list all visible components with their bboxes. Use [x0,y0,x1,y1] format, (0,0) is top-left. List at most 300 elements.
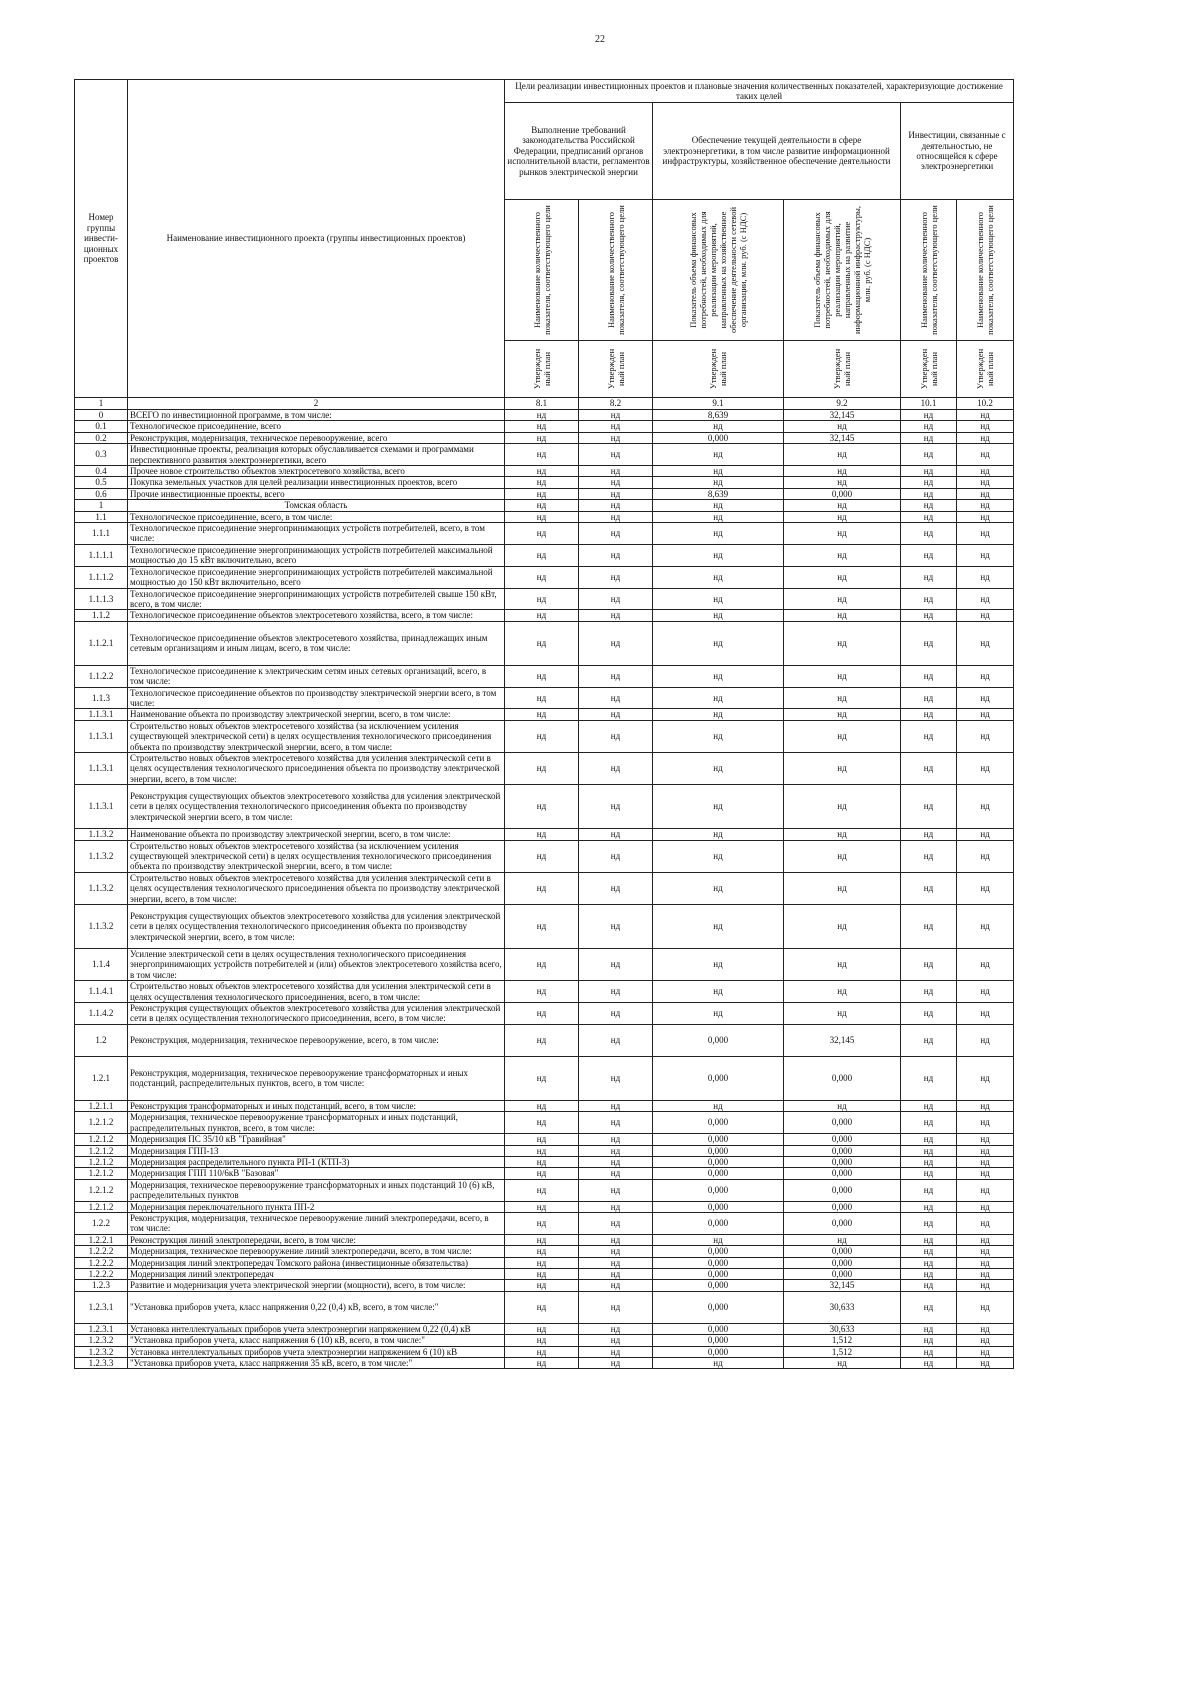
row-value: нд [579,1024,653,1056]
row-value: 32,145 [784,1024,901,1056]
row-value: нд [505,1156,579,1167]
row-value: нд [901,752,957,784]
row-value: нд [653,840,784,872]
row-project-name: Технологическое присоединение объектов электросетевого хозяйства, всего, в том числе: [128,610,505,621]
row-value: нд [901,1179,957,1201]
table-row [75,785,1014,829]
row-value: нд [957,1358,1014,1369]
row-project-name: Модернизация переключательного пункта ПП-2 [128,1201,505,1212]
row-value: нд [505,1246,579,1257]
row-group-number: 0.6 [75,488,128,499]
table-row [75,444,1014,466]
row-group-number: 1.2.2.1 [75,1234,128,1245]
row-group-number: 1.2.1.2 [75,1112,128,1134]
row-value: нд [901,588,957,610]
row-value: нд [901,1003,957,1025]
row-value: нд [901,709,957,720]
table-row [75,523,1014,545]
row-value: нд [901,610,957,621]
row-value: нд [505,1268,579,1279]
table-row [75,1112,1014,1134]
table-row [75,1291,1014,1323]
table-row [75,1024,1014,1056]
row-value: 0,000 [784,1134,901,1145]
row-project-name: Технологическое присоединение энергопринимающих устройств потребителей максимальной мощностью до 15 кВт включительно, всего [128,544,505,566]
table-row [75,1280,1014,1291]
row-value: нд [579,981,653,1003]
row-value: нд [505,829,579,840]
row-value: нд [505,1201,579,1212]
column-number: 8.1 [505,398,579,410]
column-number: 10.1 [901,398,957,410]
row-value: нд [901,1145,957,1156]
table-row [75,1179,1014,1201]
row-group-number: 1.2.3.1 [75,1291,128,1323]
row-value: нд [505,1145,579,1156]
row-value: нд [901,872,957,904]
row-value: 0,000 [653,1179,784,1201]
investment-table [74,79,1014,1369]
row-project-name: Технологическое присоединение энергопринимающих устройств потребителей, всего, в том числе: [128,523,505,545]
row-value: нд [579,488,653,499]
row-project-name: "Установка приборов учета, класс напряжения 0,22 (0,4) кВ, всего, в том числе:" [128,1291,505,1323]
row-value: нд [901,1234,957,1245]
row-value: нд [957,500,1014,511]
column-number: 9.2 [784,398,901,410]
row-project-name: Модернизация линий электропередач [128,1268,505,1279]
table-row [75,1323,1014,1334]
row-value: нд [579,511,653,522]
row-value: нд [784,610,901,621]
row-value: нд [901,566,957,588]
col-project-name-header: Наименование инвестиционного проекта (группы инвестиционных проектов) [128,80,505,398]
row-value: нд [505,621,579,665]
row-value: нд [505,1212,579,1234]
row-value: нд [784,1003,901,1025]
row-value: нд [784,872,901,904]
table-row [75,511,1014,522]
row-group-number: 1.2.3.1 [75,1323,128,1334]
row-value: нд [784,588,901,610]
row-value: нд [579,752,653,784]
row-value: нд [653,511,784,522]
row-value: 0,000 [653,1268,784,1279]
row-value: 0,000 [653,1346,784,1357]
row-value: нд [784,687,901,709]
row-value: нд [901,1335,957,1346]
row-value: нд [579,1201,653,1212]
row-value: 30,633 [784,1323,901,1334]
row-value: нд [901,523,957,545]
row-value: нд [653,500,784,511]
row-value: нд [579,500,653,511]
row-project-name: Наименование объекта по производству электрической энергии, всего, в том числе: [128,709,505,720]
page-number: 22 [595,34,605,45]
row-value: нд [579,1003,653,1025]
row-value: нд [579,720,653,752]
row-value: нд [579,432,653,443]
row-value: 1,512 [784,1346,901,1357]
row-project-name: Строительство новых объектов электросетевого хозяйства для усиления электрической сети в целях осуществления технологического присоединения объекта по производству электрической энергии, всего, в том числе: [128,872,505,904]
row-value: 0,000 [653,1291,784,1323]
row-project-name: Реконструкция линий электропередачи, всего, в том числе: [128,1234,505,1245]
row-value: нд [901,981,957,1003]
table-row [75,905,1014,949]
row-value: нд [505,1003,579,1025]
row-value: нд [579,1179,653,1201]
row-project-name: Развитие и модернизация учета электрической энергии (мощности), всего, в том числе: [128,1280,505,1291]
row-group-number: 1.1.3.1 [75,720,128,752]
row-value: 32,145 [784,432,901,443]
row-value: нд [579,410,653,421]
row-group-number: 1.1.2.1 [75,621,128,665]
row-value: нд [505,1168,579,1179]
row-value: 0,000 [784,1268,901,1279]
row-value: нд [505,444,579,466]
sub-header-9-1: Показатель объема финансовых потребностей, необходимых для реализации мероприятий, направленных на хозяйственное обеспечение деятельности сетевой организации, млн. руб. (с НДС) [653,200,784,341]
row-value: нд [653,444,784,466]
row-project-name: Покупка земельных участков для целей реализации инвестиционных проектов, всего [128,477,505,488]
row-value: нд [957,1268,1014,1279]
row-value: нд [901,1346,957,1357]
row-value: нд [957,1335,1014,1346]
row-value: нд [957,1134,1014,1145]
row-group-number: 1.1.4.2 [75,1003,128,1025]
row-group-number: 1.2.1.2 [75,1201,128,1212]
table-row [75,752,1014,784]
row-value: нд [784,621,901,665]
row-value: нд [579,1212,653,1234]
table-row [75,566,1014,588]
row-value: нд [579,1323,653,1334]
row-value: нд [653,621,784,665]
table-row [75,477,1014,488]
row-value: нд [579,1145,653,1156]
row-value: 0,000 [653,1246,784,1257]
row-value: 0,000 [653,1168,784,1179]
row-value: 0,000 [784,1246,901,1257]
table-body [75,410,1014,1369]
sub-header-9-2: Показатель объема финансовых потребностей, необходимых для реализации мероприятий, направленных на развитие информационной инфраструктуры, млн. руб. (с НДС) [784,200,901,341]
row-value: нд [784,905,901,949]
row-group-number: 0.4 [75,466,128,477]
row-value: 0,000 [653,1280,784,1291]
row-value: нд [653,477,784,488]
group2-header: Обеспечение текущей деятельности в сфере электроэнергетики, в том числе развитие информационной инфраструктуры, хозяйственное обеспечение деятельности [653,103,901,200]
row-value: нд [505,1112,579,1134]
row-value: нд [957,566,1014,588]
row-project-name: Модернизация линий электропередач Томского района (инвестиционные обязательства) [128,1257,505,1268]
row-value: нд [784,500,901,511]
row-value: нд [579,687,653,709]
row-value: 0,000 [784,1145,901,1156]
row-group-number: 1.2.1.1 [75,1100,128,1111]
row-value: нд [653,829,784,840]
row-project-name: "Установка приборов учета, класс напряжения 35 кВ, всего, в том числе:" [128,1358,505,1369]
row-value: нд [579,610,653,621]
row-project-name: Строительство новых объектов электросетевого хозяйства (за исключением усиления существующей электрической сети) в целях осуществления технологического присоединения объекта по производству электрической энергии, всего, в том числе: [128,840,505,872]
row-value: 0,000 [653,1112,784,1134]
row-project-name: Строительство новых объектов электросетевого хозяйства для усиления электрической сети в целях осуществления технологического присоединения, всего, в том числе: [128,981,505,1003]
row-value: нд [901,840,957,872]
row-value: нд [957,523,1014,545]
row-value: нд [505,1179,579,1201]
row-group-number: 1.2.1 [75,1056,128,1100]
row-value: нд [901,1201,957,1212]
table-row [75,840,1014,872]
table-row [75,872,1014,904]
table-row [75,1268,1014,1279]
approved-plan-9-2: Утвержден ный план [784,341,901,398]
row-value: нд [901,1268,957,1279]
row-group-number: 1.2.3.2 [75,1335,128,1346]
table-row [75,1056,1014,1100]
row-value: нд [579,588,653,610]
row-value: нд [579,1134,653,1145]
row-value: нд [505,1358,579,1369]
row-value: нд [653,872,784,904]
row-value: нд [505,523,579,545]
table-header [75,80,1014,410]
row-value: нд [579,1056,653,1100]
row-value: нд [784,523,901,545]
table-row [75,1335,1014,1346]
row-project-name: Модернизация, техническое перевооружение трансформаторных и иных подстанций, распределительных пунктов, всего, в том числе: [128,1112,505,1134]
row-value: нд [901,544,957,566]
column-number: 1 [75,398,128,410]
row-value: нд [579,1112,653,1134]
row-group-number: 1.2.3.2 [75,1346,128,1357]
row-value: нд [957,1156,1014,1167]
row-value: нд [653,466,784,477]
row-value: нд [653,665,784,687]
row-value: нд [901,905,957,949]
row-value: 0,000 [653,1156,784,1167]
row-value: 0,000 [653,432,784,443]
row-value: нд [784,752,901,784]
row-value: нд [784,1234,901,1245]
row-value: нд [505,477,579,488]
row-value: нд [653,709,784,720]
row-value: нд [579,905,653,949]
row-value: нд [653,588,784,610]
row-value: нд [505,905,579,949]
row-value: нд [505,872,579,904]
row-group-number: 1.1.3.2 [75,872,128,904]
table-row [75,544,1014,566]
row-group-number: 0.5 [75,477,128,488]
row-value: нд [901,1100,957,1111]
row-value: нд [957,785,1014,829]
row-value: нд [653,1100,784,1111]
row-project-name: Реконструкция, модернизация, техническое перевооружение трансформаторных и иных подстанций, распределительных пунктов, всего, в том числе: [128,1056,505,1100]
row-project-name: Наименование объекта по производству электрической энергии, всего, в том числе: [128,829,505,840]
row-value: нд [579,1346,653,1357]
row-value: нд [505,466,579,477]
row-value: нд [957,1201,1014,1212]
row-value: нд [901,466,957,477]
row-value: 0,000 [653,1024,784,1056]
approved-plan-8-2: Утвержден ный план [579,341,653,398]
row-value: нд [653,785,784,829]
row-value: нд [784,949,901,981]
table-row [75,665,1014,687]
row-value: нд [901,1168,957,1179]
table-row [75,488,1014,499]
row-value: 0,000 [784,1257,901,1268]
row-value: 0,000 [653,1145,784,1156]
table-row [75,1145,1014,1156]
row-project-name: Технологическое присоединение, всего, в том числе: [128,511,505,522]
row-group-number: 1.2.2 [75,1212,128,1234]
row-value: нд [653,720,784,752]
row-value: нд [579,840,653,872]
row-value: 0,000 [784,1212,901,1234]
row-value: нд [505,981,579,1003]
row-value: нд [579,1291,653,1323]
row-value: нд [653,544,784,566]
table-row [75,1346,1014,1357]
row-group-number: 1 [75,500,128,511]
row-value: нд [784,444,901,466]
row-value: нд [505,1234,579,1245]
row-project-name: Установка интеллектуальных приборов учета электроэнергии напряжением 0,22 (0,4) кВ [128,1323,505,1334]
row-value: нд [505,720,579,752]
row-value: нд [901,720,957,752]
row-value: нд [784,840,901,872]
table-row [75,610,1014,621]
row-value: нд [901,1056,957,1100]
row-value: нд [957,1212,1014,1234]
row-value: нд [653,905,784,949]
row-value: нд [957,1112,1014,1134]
row-value: нд [957,544,1014,566]
row-value: нд [784,421,901,432]
row-value: нд [653,1003,784,1025]
row-group-number: 1.1.4 [75,949,128,981]
row-project-name: Технологическое присоединение объектов по производству электрической энергии всего, в том числе: [128,687,505,709]
row-value: нд [957,621,1014,665]
row-value: 1,512 [784,1335,901,1346]
column-number: 8.2 [579,398,653,410]
row-value: нд [901,1257,957,1268]
row-value: нд [957,1024,1014,1056]
row-group-number: 1.1.2 [75,610,128,621]
row-project-name: Реконструкция, модернизация, техническое перевооружение, всего, в том числе: [128,1024,505,1056]
row-value: нд [901,511,957,522]
row-value: нд [957,1100,1014,1111]
row-project-name: Строительство новых объектов электросетевого хозяйства для усиления электрической сети в целях осуществления технологического присоединения объекта по производству электрической энергии, всего, в том числе: [128,752,505,784]
sub-header-10-2: Наименование количественного показателя, соответствующего цели [957,200,1014,341]
row-value: нд [901,621,957,665]
row-group-number: 1.1.2.2 [75,665,128,687]
table-row [75,1156,1014,1167]
row-value: нд [579,709,653,720]
row-value: нд [901,477,957,488]
row-value: нд [901,1358,957,1369]
row-value: нд [957,1323,1014,1334]
group3-header: Инвестиции, связанные с деятельностью, не относящейся к сфере электроэнергетики [901,103,1014,200]
row-value: нд [957,1179,1014,1201]
row-value: нд [957,840,1014,872]
row-group-number: 1.1.3.2 [75,905,128,949]
sub-header-10-1: Наименование количественного показателя, соответствующего цели [901,200,957,341]
row-value: нд [901,421,957,432]
row-group-number: 1.1.3 [75,687,128,709]
row-project-name: Технологическое присоединение энергопринимающих устройств потребителей свыше 150 кВт, всего, в том числе: [128,588,505,610]
row-value: нд [579,949,653,981]
row-value: нд [957,872,1014,904]
row-project-name: Технологическое присоединение, всего [128,421,505,432]
row-value: 0,000 [653,1257,784,1268]
row-project-name: Модернизация ГПП-13 [128,1145,505,1156]
row-group-number: 1.1.4.1 [75,981,128,1003]
row-value: нд [957,949,1014,981]
row-project-name: Реконструкция, модернизация, техническое перевооружение линий электропередачи, всего, в том числе: [128,1212,505,1234]
row-project-name: Томская область [128,500,505,511]
row-value: нд [901,410,957,421]
row-value: 0,000 [653,1201,784,1212]
row-value: нд [653,566,784,588]
row-value: 0,000 [653,1134,784,1145]
row-value: 0,000 [653,1212,784,1234]
row-value: нд [505,1280,579,1291]
table-row [75,421,1014,432]
row-value: нд [784,1100,901,1111]
row-value: нд [653,981,784,1003]
row-value: нд [957,477,1014,488]
row-value: нд [957,610,1014,621]
row-value: нд [579,665,653,687]
row-value: нд [653,949,784,981]
row-value: нд [505,709,579,720]
row-group-number: 1.1.1.3 [75,588,128,610]
row-group-number: 1.2.3 [75,1280,128,1291]
row-project-name: Реконструкция трансформаторных и иных подстанций, всего, в том числе: [128,1100,505,1111]
row-value: 30,633 [784,1291,901,1323]
row-value: нд [957,1280,1014,1291]
row-value: нд [784,709,901,720]
col-group-number-header: Номер группы инвести-ционных проектов [75,80,128,398]
goals-header: Цели реализации инвестиционных проектов и плановые значения количественных показателей, характеризующие достижение таких целей [505,80,1014,103]
row-value: нд [579,566,653,588]
row-value: нд [505,500,579,511]
row-value: 32,145 [784,410,901,421]
row-value: нд [901,785,957,829]
row-value: нд [957,752,1014,784]
group1-header: Выполнение требований законодательства Российской Федерации, предписаний органов исполнительной власти, регламентов рынков электрической энергии [505,103,653,200]
row-value: нд [901,1291,957,1323]
approved-plan-10-1: Утвержден ный план [901,341,957,398]
approved-plan-10-2: Утвержден ный план [957,341,1014,398]
row-project-name: Усиление электрической сети в целях осуществления технологического присоединения энергопринимающих устройств потребителей и (или) объектов электросетевого хозяйства всего, в том числе: [128,949,505,981]
row-value: нд [505,421,579,432]
row-value: нд [505,432,579,443]
row-group-number: 1.2.2.2 [75,1268,128,1279]
row-value: нд [901,488,957,499]
row-project-name: Технологическое присоединение энергопринимающих устройств потребителей максимальной мощностью до 150 кВт включительно, всего [128,566,505,588]
table-row [75,588,1014,610]
row-group-number: 1.2 [75,1024,128,1056]
row-value: нд [579,477,653,488]
table-row [75,1201,1014,1212]
row-value: нд [957,1056,1014,1100]
row-value: нд [901,829,957,840]
row-value: нд [579,523,653,545]
row-value: нд [505,1134,579,1145]
table-row [75,432,1014,443]
row-value: нд [957,588,1014,610]
